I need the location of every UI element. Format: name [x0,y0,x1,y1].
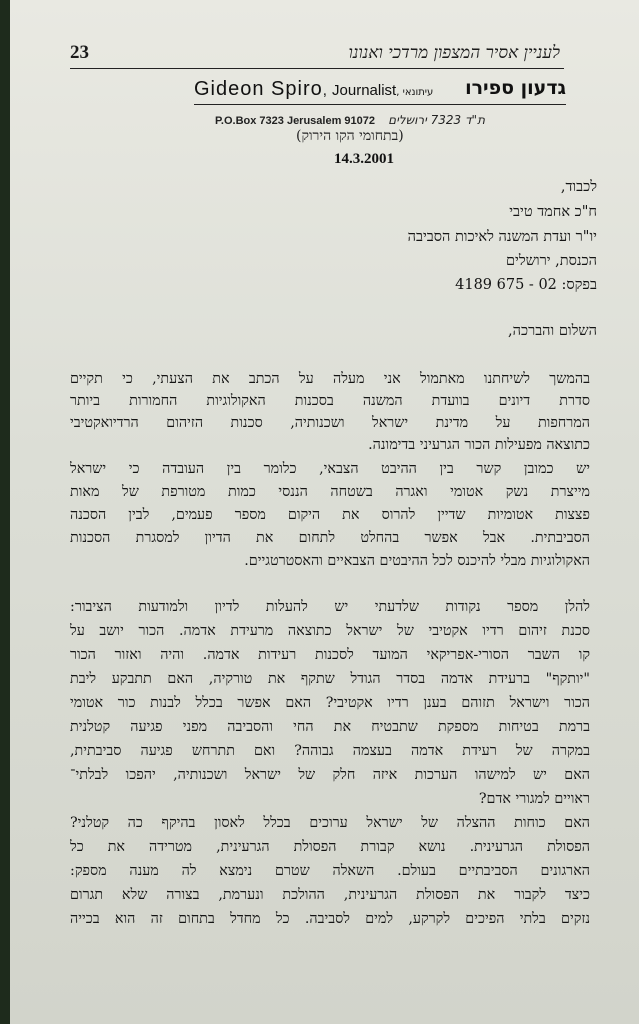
body-line: במקרה של רעידת אדמה בעצמה גבוהה? ואם תתרחש פגיעה סביבתית, [70,743,590,759]
body-line: ברמת בטיחות מספקת שתבטיח את החי והסביבה מפני פגיעה קטלנית [70,719,590,735]
sender-address [215,109,485,128]
body-line: פצצות אטומיות שדיין להרוס את היקום מספר פעמים, לבין הסכנה [70,507,590,523]
letterhead [194,76,566,105]
body-line: "יותקף" ברעידת אדמה בסדר הגודל שתקף את טורקיה, האם תתבקע ליבת [70,671,590,687]
body-line: האם יש למישהו הערכות איזה חלק של ישראל ושכנותיה, יהפכו לבלתי־ [70,767,590,783]
page-number: 23 [70,42,89,63]
body-line: הסביבתית. אבל אפשר בהחלט לתחום את הדיון למסגרת הסכנות [70,530,590,546]
body-line: בהמשך לשיחתנו מאתמול אני מעלה על הכתב את הצעתי, כי תקיים [70,371,590,387]
recipient-greeting: לכבוד, [560,179,597,195]
sender-role-hebrew: עיתונאי [402,87,434,98]
body-line: סדרת דיונים בוועדת המשנה בסכנות האקולוגיות החמורות ביותר [70,393,590,409]
body-line: קו השבר הסורי-אפריקאי המועד לסכנות רעידות אדמה. והיה ואזור הכור [70,647,590,663]
running-header [70,42,564,69]
address-hebrew: ת"ד 7323 ירושלים [388,113,485,127]
running-title: לעניין אסיר המצפון מרדכי ואנונו [348,43,560,63]
recipient-fax: בפקס: 02 - 675 4189 [455,277,597,293]
letterhead-tagline: (בתחומי הקו הירוק) [296,128,404,144]
body-line: האם כוחות ההצלה של ישראל ערוכים בכלל לאסון בהיקף כה קטלני? [70,815,590,831]
body-line: הכור וישראל תזוהם בענן רדיו אקטיבי? האם אפשר בכלל לבנות כור אטומי [70,695,590,711]
body-line: נזקים בלתי הפיכים לקרקע, למים לסביבה. כל מחדל בתחום זה הוא בכייה [70,911,590,927]
body-line: מייצרת נשק אטומי ואגרה בשטחה הננסי כמות מטורפת של מאות [70,484,590,500]
body-line: סכנת זיהום רדיו אקטיבי של ישראל כתוצאה מרעידת אדמה. הכור יושב על [70,623,590,639]
recipient-name: ח"כ אחמד טיבי [509,204,597,220]
book-page [10,0,639,1024]
body-line: הארגונים הסביבתיים בעולם. השאלה שטרם נימצא לה מענה מספק: [70,863,590,879]
sender-name-english: Gideon Spiro [194,78,323,100]
body-line: ראויים למגורי אדם? [478,791,590,807]
letter-date: 14.3.2001 [334,151,394,167]
body-line: כיצד לקבור את הפסולת הגרעינית, ההולכת ונערמת, בצורה שלא תגרום [70,887,590,903]
sender-role-english: Journalist [332,82,397,99]
recipient-place: הכנסת, ירושלים [506,253,597,269]
body-line: כתוצאה מפעילות הכור הגרעיני בדימונה. [368,437,590,453]
recipient-role: יו"ר ועדת המשנה לאיכות הסביבה [407,229,597,245]
salutation: השלום והברכה, [508,323,597,339]
body-line: הפסולת הגרעינית. נושא קבורת הפסולת הגרעינית, מטרידה את כל [70,839,590,855]
address-english: P.O.Box 7323 Jerusalem 91072 [215,115,376,127]
sender-name-hebrew: גדעון ספירו [465,77,566,99]
body-line: יש כמובן קשר בין ההיבט הצבאי, כלומר בין העובדה כי ישראל [70,461,590,477]
body-line: האקולוגיות מבלי להיכנס לכל ההיבטים הצבאיים והאסטרטגיים. [244,553,590,569]
body-line: להלן מספר נקודות שלדעתי יש להעלות לדיון ולמודעות הציבור: [70,599,590,615]
letterhead-english: Gideon Spiro, Journalist, עיתונאי [194,78,434,100]
body-line: המרחפות על מדינת ישראל ושכנותיה, סכנות הזיהום הרדיואקטיבי [70,415,590,431]
